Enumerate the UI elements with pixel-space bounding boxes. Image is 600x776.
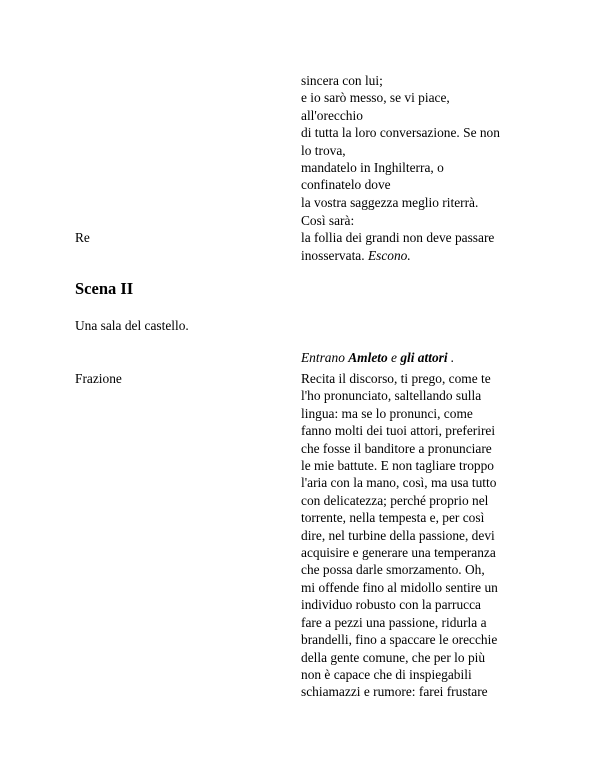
speech-line: con delicatezza; perché proprio nel bbox=[301, 492, 489, 508]
speech-line: individuo robusto con la parrucca bbox=[301, 597, 481, 613]
speech-line: Recita il discorso, ti prego, come te bbox=[301, 371, 491, 386]
speech-line: confinatelo dove bbox=[301, 177, 391, 193]
scene-title: Scena II bbox=[75, 279, 134, 298]
stage-character: gli attori bbox=[400, 350, 448, 365]
stage-exit: Escono. bbox=[367, 247, 411, 263]
speech-line: all'orecchio bbox=[301, 107, 363, 123]
speech-line: fanno molti dei tuoi attori, preferirei bbox=[301, 423, 496, 439]
speech-line: di tutta la loro conversazione. Se non bbox=[301, 125, 500, 141]
speech-line: la follia dei grandi non deve passare bbox=[301, 230, 495, 246]
speech-line: fare a pezzi una passione, ridurla a bbox=[301, 614, 487, 630]
speech-line: sincera con lui; bbox=[301, 73, 383, 88]
speech-line: brandelli, fino a spaccare le orecchie bbox=[301, 632, 498, 648]
speech-line: che possa darle smorzamento. Oh, bbox=[301, 562, 485, 578]
speaker-frazione: Frazione bbox=[75, 371, 122, 386]
speech-line: della gente comune, che per lo più bbox=[301, 649, 486, 665]
speaker-re: Re bbox=[75, 230, 90, 245]
scene-setting: Una sala del castello. bbox=[75, 318, 189, 333]
speech-re bbox=[301, 212, 541, 264]
stage-word: e bbox=[387, 350, 401, 365]
speech-line: Così sarà: bbox=[301, 213, 355, 228]
speech-line: schiamazzi e rumore: farei frustare bbox=[301, 684, 488, 700]
speech-continuation bbox=[301, 72, 541, 211]
speech-line: lo trova, bbox=[301, 142, 346, 158]
speech-line: lingua: ma se lo pronunci, come bbox=[301, 405, 473, 421]
stage-character: Amleto bbox=[348, 350, 388, 365]
speech-frazione bbox=[301, 370, 541, 701]
stage-word: Entrano bbox=[301, 350, 349, 365]
speech-line: mandatelo in Inghilterra, o bbox=[301, 160, 444, 176]
speech-line: torrente, nella tempesta e, per così bbox=[301, 510, 485, 526]
speech-line bbox=[301, 247, 541, 264]
speech-line: le mie battute. E non tagliare troppo bbox=[301, 458, 494, 474]
speech-line: l'ho pronunciato, saltellando sulla bbox=[301, 388, 482, 404]
speech-line: dire, nel turbine della passione, devi bbox=[301, 527, 495, 543]
speech-line: mi offende fino al midollo sentire un bbox=[301, 579, 498, 595]
stage-direction bbox=[301, 349, 454, 366]
speech-line: non è capace che di inspiegabili bbox=[301, 666, 472, 682]
speech-line: e io sarò messo, se vi piace, bbox=[301, 90, 450, 106]
speech-line: acquisire e generare una temperanza bbox=[301, 545, 496, 561]
speech-line: la vostra saggezza meglio riterrà. bbox=[301, 194, 479, 210]
speech-line: che fosse il banditore a pronunciare bbox=[301, 440, 492, 456]
stage-word: . bbox=[447, 350, 455, 365]
speech-line: l'aria con la mano, così, ma usa tutto bbox=[301, 475, 497, 491]
speech-text: inosservata. bbox=[301, 247, 368, 263]
